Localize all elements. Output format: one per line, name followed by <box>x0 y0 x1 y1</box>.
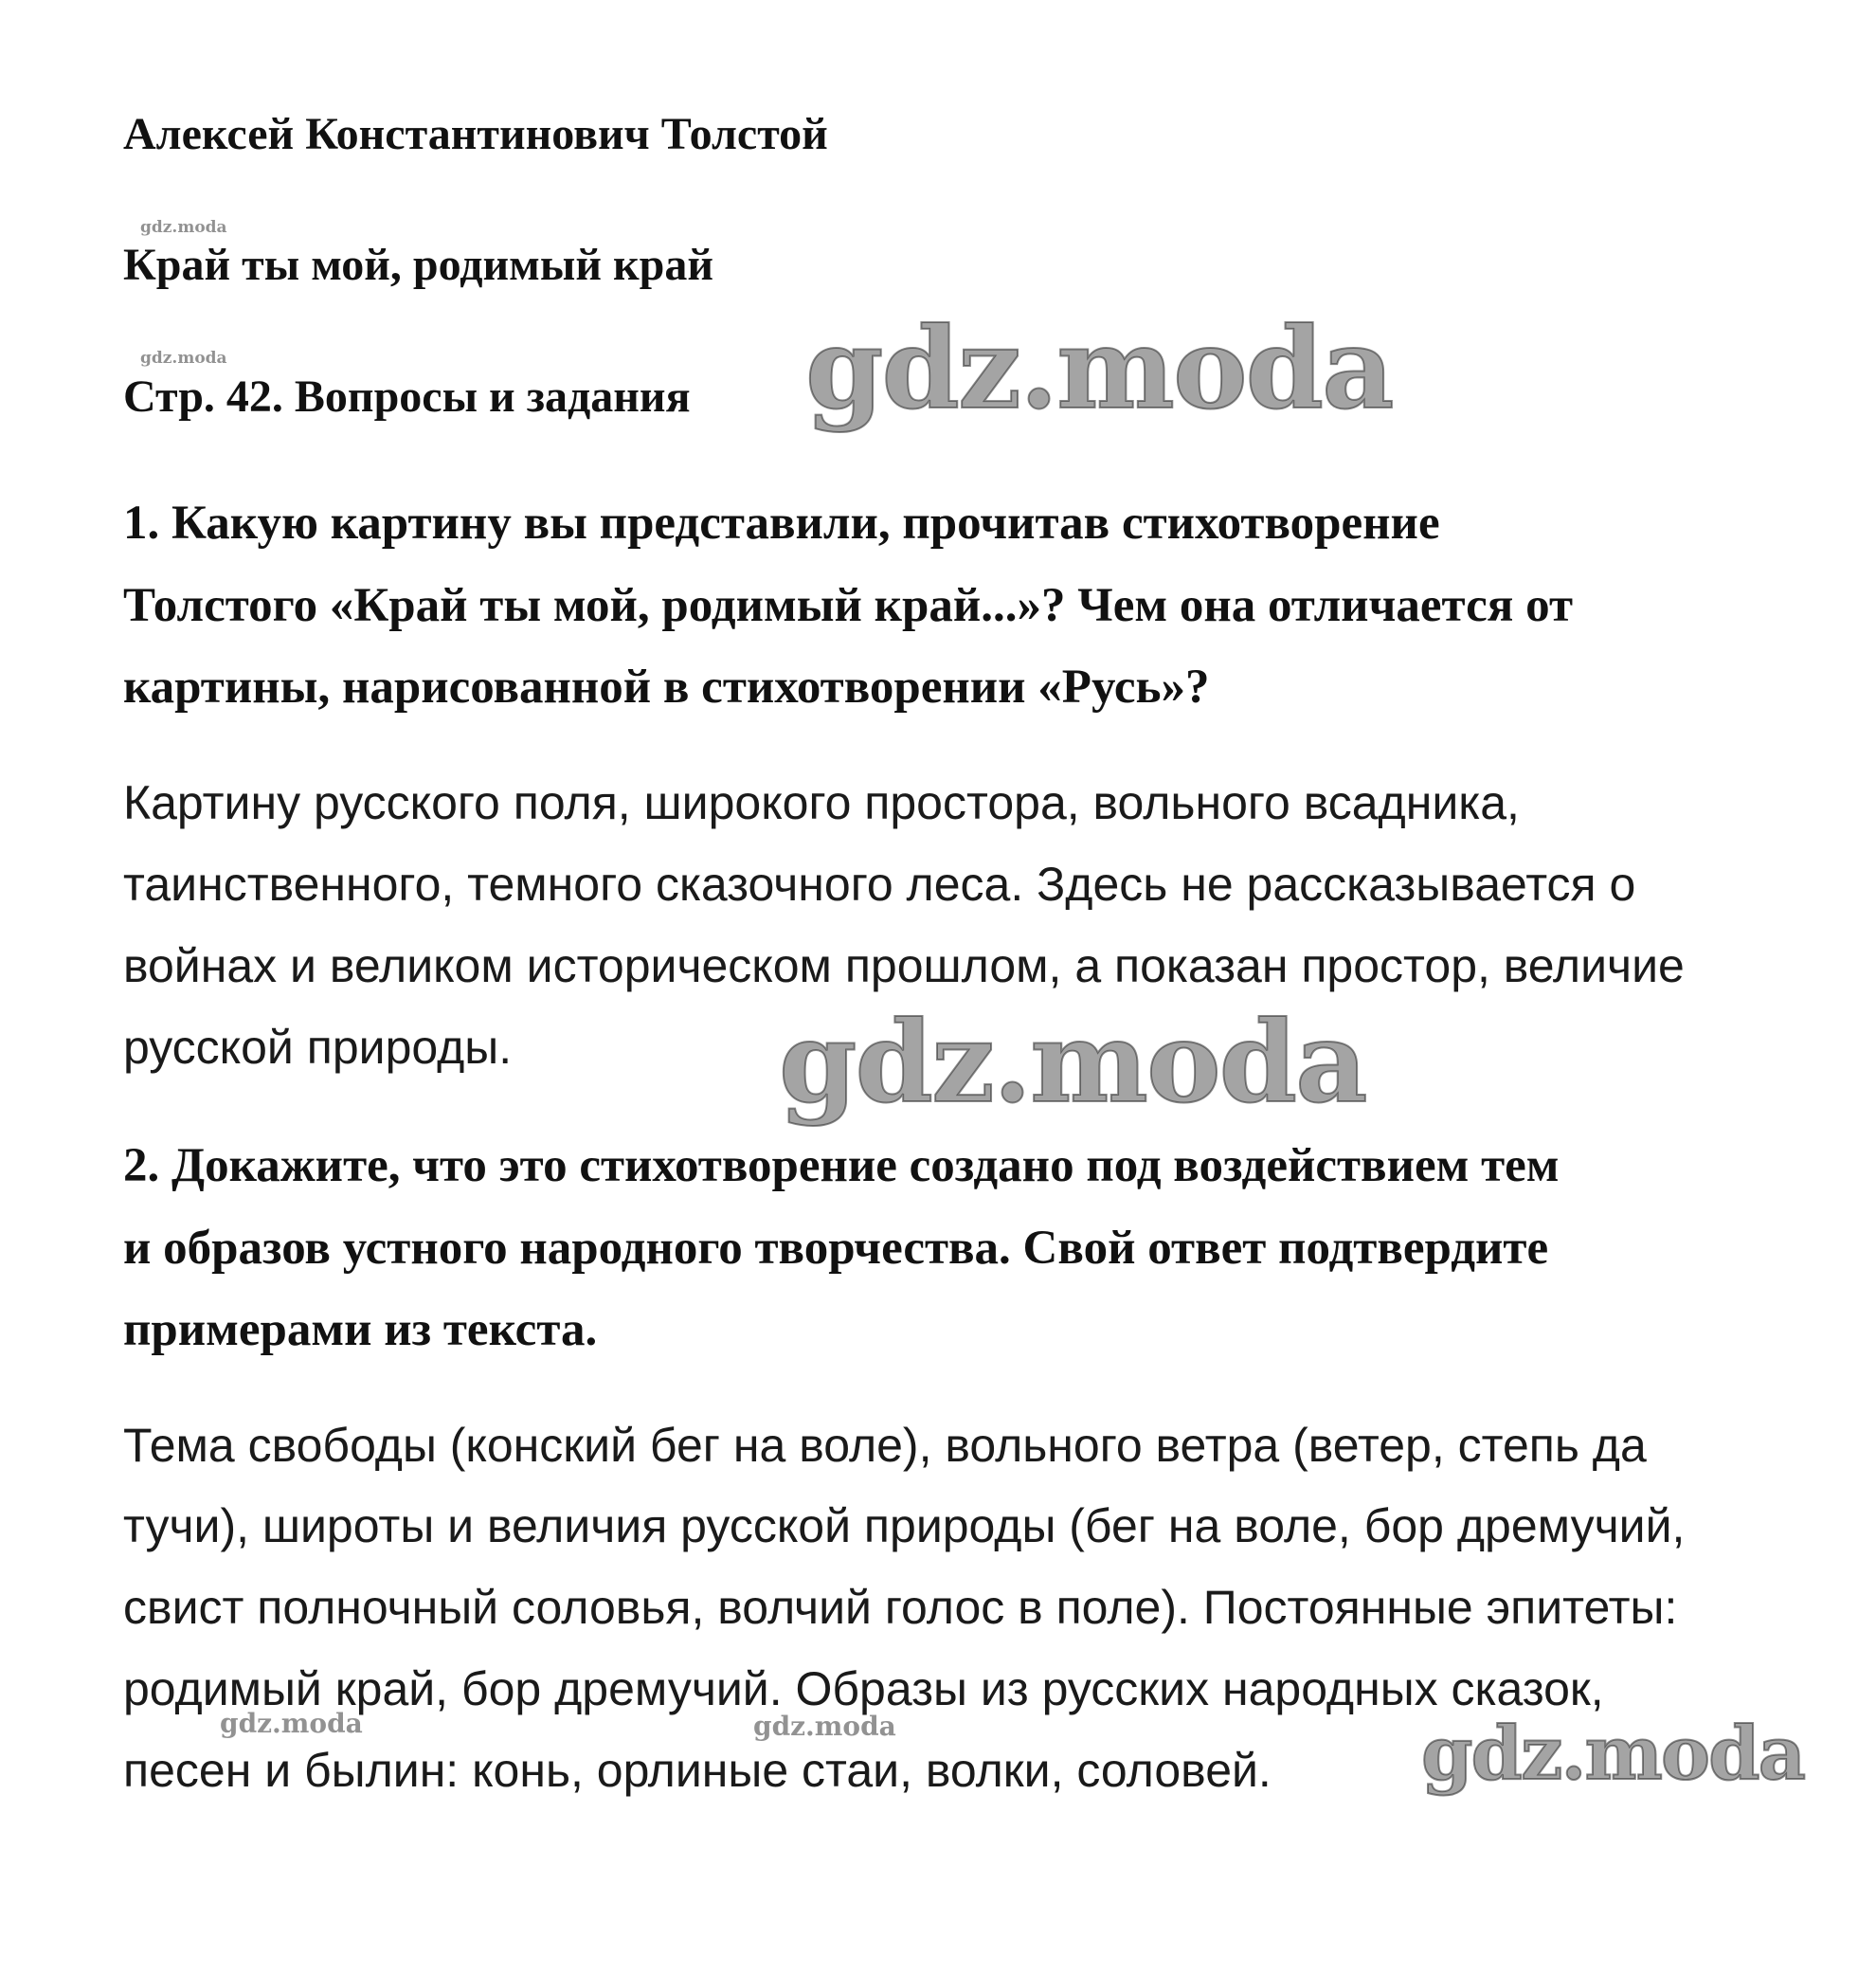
watermark-small: gdz.moda <box>220 1708 363 1739</box>
answer-line: свист полночный соловья, волчий голос в поле). Постоянные эпитеты: <box>123 1581 1678 1634</box>
watermark-large: gdz.moda <box>1421 1711 1805 1797</box>
watermark-small: gdz.moda <box>140 218 227 237</box>
question-line: и образов устного народного творчества. Свой ответ подтвердите <box>123 1222 1549 1275</box>
watermark-small: gdz.moda <box>140 349 227 368</box>
question-line: 2. Докажите, что это стихотворение создано под воздействием тем <box>123 1139 1560 1192</box>
answer-line: русской природы. <box>123 1021 513 1074</box>
answer-line: Тема свободы (конский бег на воле), вольного ветра (ветер, степь да <box>123 1419 1647 1472</box>
answer-line: песен и былин: конь, орлиные стаи, волки, соловей. <box>123 1744 1272 1797</box>
question-line: примерами из текста. <box>123 1303 598 1356</box>
answer-line: войнах и великом историческом прошлом, а показан простор, величие <box>123 939 1685 992</box>
answer-line: таинственного, темного сказочного леса. Здесь не рассказывается о <box>123 858 1636 911</box>
answer-line: родимый край, бор дремучий. Образы из русских народных сказок, <box>123 1662 1604 1715</box>
section-heading: Стр. 42. Вопросы и задания <box>123 372 691 422</box>
question-line: картины, нарисованной в стихотворении «Русь»? <box>123 661 1210 714</box>
watermark-large: gdz.moda <box>805 302 1393 434</box>
author-heading: Алексей Константинович Толстой <box>123 109 828 159</box>
question-line: Толстого «Край ты мой, родимый край...»? Чем она отличается от <box>123 579 1573 632</box>
watermark-small: gdz.moda <box>753 1711 896 1742</box>
poem-title: Край ты мой, родимый край <box>123 240 714 290</box>
answer-line: Картину русского поля, широкого простора, вольного всадника, <box>123 776 1520 829</box>
answer-line: тучи), широты и величия русской природы (бег на воле, бор дремучий, <box>123 1499 1686 1552</box>
question-line: 1. Какую картину вы представили, прочитав стихотворение <box>123 497 1440 550</box>
watermark-large: gdz.moda <box>779 996 1366 1128</box>
